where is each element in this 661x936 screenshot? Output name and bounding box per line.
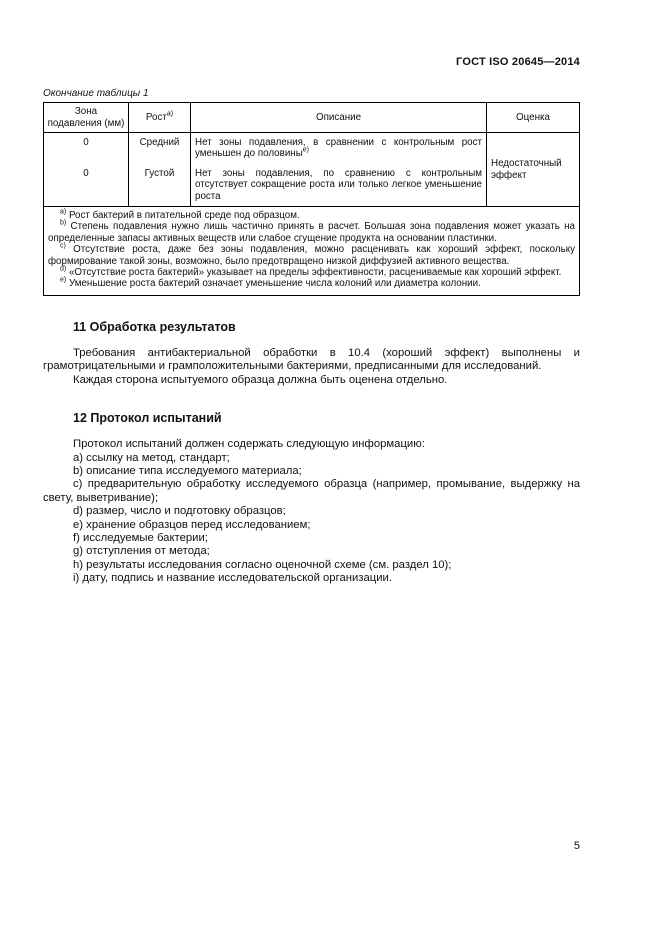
table-cell-growth-1: Средний	[129, 133, 191, 164]
col-header-rating: Оценка	[487, 103, 579, 133]
list-item-f: f) исследуемые бактерии;	[73, 531, 208, 544]
col-header-description: Описание	[191, 103, 487, 133]
footnote-b: $^{b)}$ Степень подавления нужно лишь частично принять в расчет. Большая зона подавления может указать на определенные запасы активных веществ или слабое сгущение продукта на основании пластинки.	[48, 220, 575, 244]
section-11-paragraph-1: Требования антибактериальной обработки в 10.4 (хороший эффект) выполнены и грамотрицательными и грамположительными бактериями, предписанными для исследований.	[43, 346, 580, 373]
col-header-growth	[129, 103, 191, 133]
table-cell-zone-2: 0	[44, 164, 129, 206]
table-caption: Окончание таблицы 1	[43, 88, 149, 99]
list-item-h: h) результаты исследования согласно оценочной схеме (см. раздел 10);	[73, 558, 452, 571]
footnote-c: $^{c)}$ Отсутствие роста, даже без зоны подавления, можно расценивать как хороший эффект, поскольку формирование такой зоны, возможно, было предотвращено низкой диффузией активного вещества.	[48, 242, 575, 267]
footnote-a: $^{a)}$ Рост бактерий в питательной среде под образцом.	[60, 208, 300, 222]
footnote-ref-a: a)	[166, 110, 174, 118]
table-cell-zone-1: 0	[44, 133, 129, 164]
table-cell-description-1: Нет зоны подавления, в сравнении с контрольным рост уменьшен до половины$^{e)}$	[191, 133, 487, 164]
list-item-e: e) хранение образцов перед исследованием;	[73, 518, 311, 531]
list-item-a: a) ссылку на метод, стандарт;	[73, 451, 230, 464]
list-item-b: b) описание типа исследуемого материала;	[73, 464, 302, 477]
document-header	[43, 56, 580, 68]
table-footnotes	[44, 206, 579, 295]
col-header-zone: Зона подавления (мм)	[44, 103, 129, 133]
section-12-intro: Протокол испытаний должен содержать следующую информацию:	[73, 438, 425, 451]
list-item-c: c) предварительную обработку исследуемого образца (например, промывание, выдержку на свету, выветривание);	[43, 478, 580, 504]
section-11-paragraph-2: Каждая сторона испытуемого образца должна быть оценена отдельно.	[73, 373, 448, 386]
table-cell-growth-2: Густой	[129, 164, 191, 206]
list-item-g: g) отступления от метода;	[73, 545, 210, 558]
table-cell-description-2: Нет зоны подавления, по сравнению с контрольным отсутствует сокращение роста или только легкое уменьшение роста	[191, 164, 487, 206]
list-item-d: d) размер, число и подготовку образцов;	[73, 505, 286, 518]
doc-number: ГОСТ ISO 20645—2014	[456, 56, 580, 68]
table-cell-rating: Недостаточный эффект	[491, 158, 562, 181]
list-item-i: i) дату, подпись и название исследовательской организации.	[73, 572, 392, 585]
page-number: 5	[573, 840, 580, 852]
section-12-title: 12 Протокол испытаний	[73, 411, 222, 426]
footnote-d: $^{d)}$ «Отсутствие роста бактерий» указывает на пределы эффективности, расцениваемые как хороший эффект.	[60, 265, 562, 279]
results-table	[43, 102, 580, 296]
footnote-ref-e: e)	[302, 147, 309, 155]
footnote-e: $^{e)}$ Уменьшение роста бактерий означает уменьшение числа колоний или диаметра колонии.	[60, 277, 481, 290]
col-header-growth-label: Рост$^{a)}$	[145, 110, 174, 123]
section-11-title: 11 Обработка результатов	[73, 319, 236, 334]
